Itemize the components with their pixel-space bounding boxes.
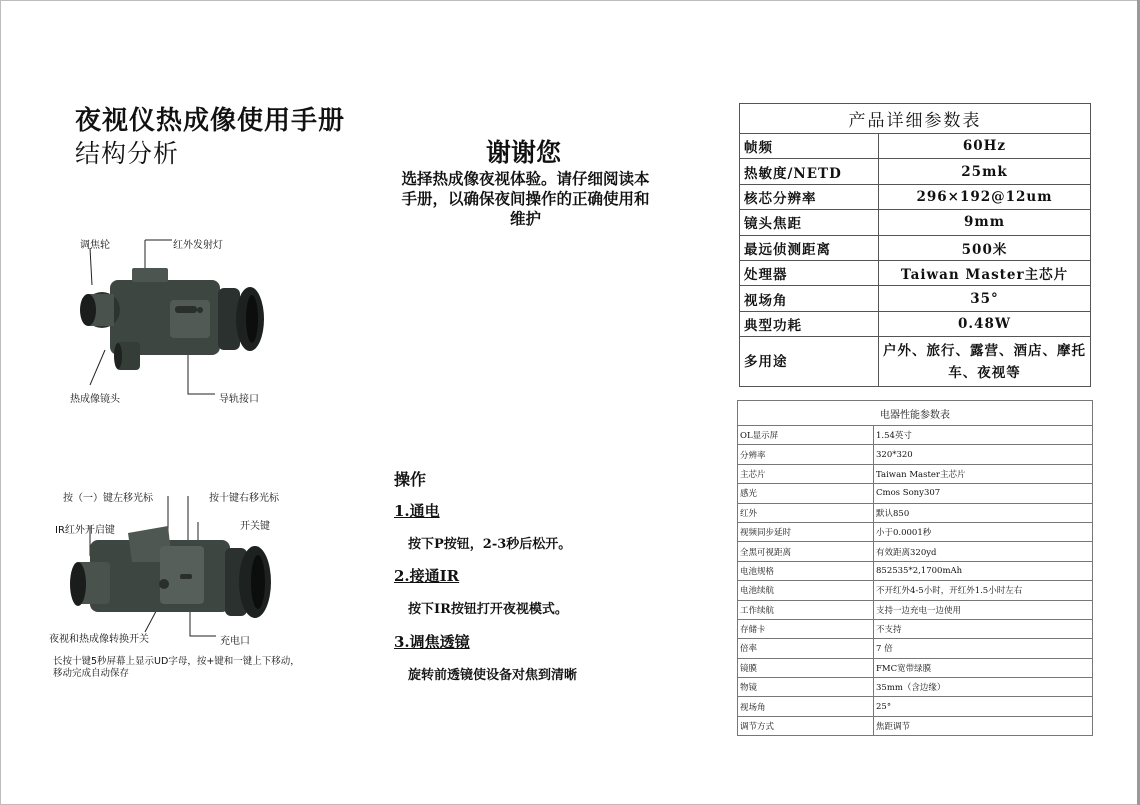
table-row (740, 235, 1091, 260)
table-row (738, 426, 1093, 445)
step-1-desc: 按下P按钮，2-3秒后松开。 (408, 537, 572, 552)
spec-value: FMC宽带绿膜 (874, 658, 1093, 677)
label-power-key: 开关键 (240, 521, 270, 532)
spec-value: 500米 (879, 235, 1091, 260)
table-row (738, 678, 1093, 697)
spec-key: 最远侦测距离 (740, 235, 879, 260)
spec-key: 核芯分辨率 (740, 184, 879, 209)
table-row (738, 484, 1093, 503)
table-row (740, 286, 1091, 311)
spec-value: 不开红外4-5小时，开红外1.5小时左右 (874, 581, 1093, 600)
table-row (738, 503, 1093, 522)
table-row (738, 716, 1093, 735)
table-row (738, 619, 1093, 638)
electrical-spec-table (737, 400, 1093, 736)
spec-key: 调节方式 (738, 716, 874, 735)
spec-key: OL显示屏 (738, 426, 874, 445)
spec-key: 电池续航 (738, 581, 874, 600)
label-thermal-lens: 热成像镜头 (70, 394, 120, 405)
table-row (740, 210, 1091, 235)
spec-value: 35° (879, 286, 1091, 311)
table-row (738, 522, 1093, 541)
spec-value: 852535*2,1700mAh (874, 561, 1093, 580)
table-row (738, 581, 1093, 600)
table-row (740, 134, 1091, 159)
spec-value: 296×192@12um (879, 184, 1091, 209)
table-row (738, 639, 1093, 658)
spec-key: 工作续航 (738, 600, 874, 619)
label-minus-key: 按（一）键左移光标 (63, 493, 153, 504)
spec-value: 60Hz (879, 134, 1091, 159)
spec-value: 0.48W (879, 311, 1091, 336)
manual-title: 夜视仪热成像使用手册 (75, 106, 346, 136)
label-plus-key: 按十键右移光标 (209, 493, 279, 504)
device-figure-1 (60, 230, 290, 410)
spec-value: Taiwan Master主芯片 (874, 464, 1093, 483)
spec-value: 1.54英寸 (874, 426, 1093, 445)
spec-value: 7 倍 (874, 639, 1093, 658)
spec-value: 9mm (879, 210, 1091, 235)
spec-key: 镜膜 (738, 658, 874, 677)
spec-value: Cmos Sony307 (874, 484, 1093, 503)
figure2-note: 长按十键5秒屏幕上显示UD字母，按+键和一键上下移动，移动完成自动保存 (53, 656, 300, 679)
table-row (740, 337, 1091, 387)
spec-key: 主芯片 (738, 464, 874, 483)
table-row (740, 260, 1091, 285)
label-focus-wheel: 调焦轮 (80, 240, 110, 251)
spec-value: Taiwan Master主芯片 (879, 260, 1091, 285)
table-row (740, 311, 1091, 336)
spec-key: 视频同步延时 (738, 522, 874, 541)
spec-key: 镜头焦距 (740, 210, 879, 235)
spec-key: 视场角 (738, 697, 874, 716)
label-mode-switch: 夜视和热成像转换开关 (49, 634, 149, 645)
spec-value: 35mm（含边缘） (874, 678, 1093, 697)
spec-key: 倍率 (738, 639, 874, 658)
spec-key: 典型功耗 (740, 311, 879, 336)
label-ir-lamp: 红外发射灯 (173, 240, 223, 251)
operation-heading: 操作 (394, 470, 427, 489)
table-row (738, 561, 1093, 580)
table-row (740, 159, 1091, 184)
spec-value: 焦距调节 (874, 716, 1093, 735)
spec-value: 默认850 (874, 503, 1093, 522)
step-2-title: 2.接通IR (394, 567, 460, 585)
step-2-desc: 按下IR按钮打开夜视模式。 (408, 602, 568, 617)
label-charge-port: 充电口 (220, 636, 250, 647)
label-rail-mount: 导轨接口 (219, 394, 259, 405)
table-row (738, 445, 1093, 464)
table-row (740, 184, 1091, 209)
thanks-heading: 谢谢您 (486, 138, 562, 167)
spec-value: 25mk (879, 159, 1091, 184)
table-row (738, 464, 1093, 483)
spec-value: 户外、旅行、露营、酒店、摩托车、夜视等 (879, 337, 1091, 387)
spec-key: 帧频 (740, 134, 879, 159)
step-1-title: 1.通电 (394, 502, 440, 520)
table-row (738, 600, 1093, 619)
electrical-table-title: 电器性能参数表 (738, 401, 1093, 426)
spec-key: 视场角 (740, 286, 879, 311)
product-spec-table (739, 103, 1091, 387)
spec-key: 电池规格 (738, 561, 874, 580)
intro-text: 选择热成像夜视体验。请仔细阅读本手册，以确保夜间操作的正确使用和维护 (401, 169, 650, 228)
product-table-title: 产品详细参数表 (740, 104, 1091, 134)
label-ir-switch: IR红外开启键 (55, 525, 115, 536)
table-row (738, 697, 1093, 716)
section-subtitle: 结构分析 (75, 139, 180, 168)
device-figure-2 (50, 488, 290, 648)
spec-key: 热敏度/NETD (740, 159, 879, 184)
spec-value: 不支持 (874, 619, 1093, 638)
spec-key: 感光 (738, 484, 874, 503)
table-row (738, 542, 1093, 561)
spec-key: 红外 (738, 503, 874, 522)
spec-value: 小于0.0001秒 (874, 522, 1093, 541)
table-row (738, 658, 1093, 677)
spec-value: 25° (874, 697, 1093, 716)
spec-key: 处理器 (740, 260, 879, 285)
spec-value: 320*320 (874, 445, 1093, 464)
spec-value: 支持一边充电一边使用 (874, 600, 1093, 619)
step-3-desc: 旋转前透镜使设备对焦到清晰 (408, 668, 578, 683)
spec-key: 分辨率 (738, 445, 874, 464)
spec-key: 全黑可视距离 (738, 542, 874, 561)
spec-value: 有效距离320yd (874, 542, 1093, 561)
spec-key: 多用途 (740, 337, 879, 387)
spec-key: 物镜 (738, 678, 874, 697)
step-3-title: 3.调焦透镜 (394, 633, 470, 651)
spec-key: 存储卡 (738, 619, 874, 638)
